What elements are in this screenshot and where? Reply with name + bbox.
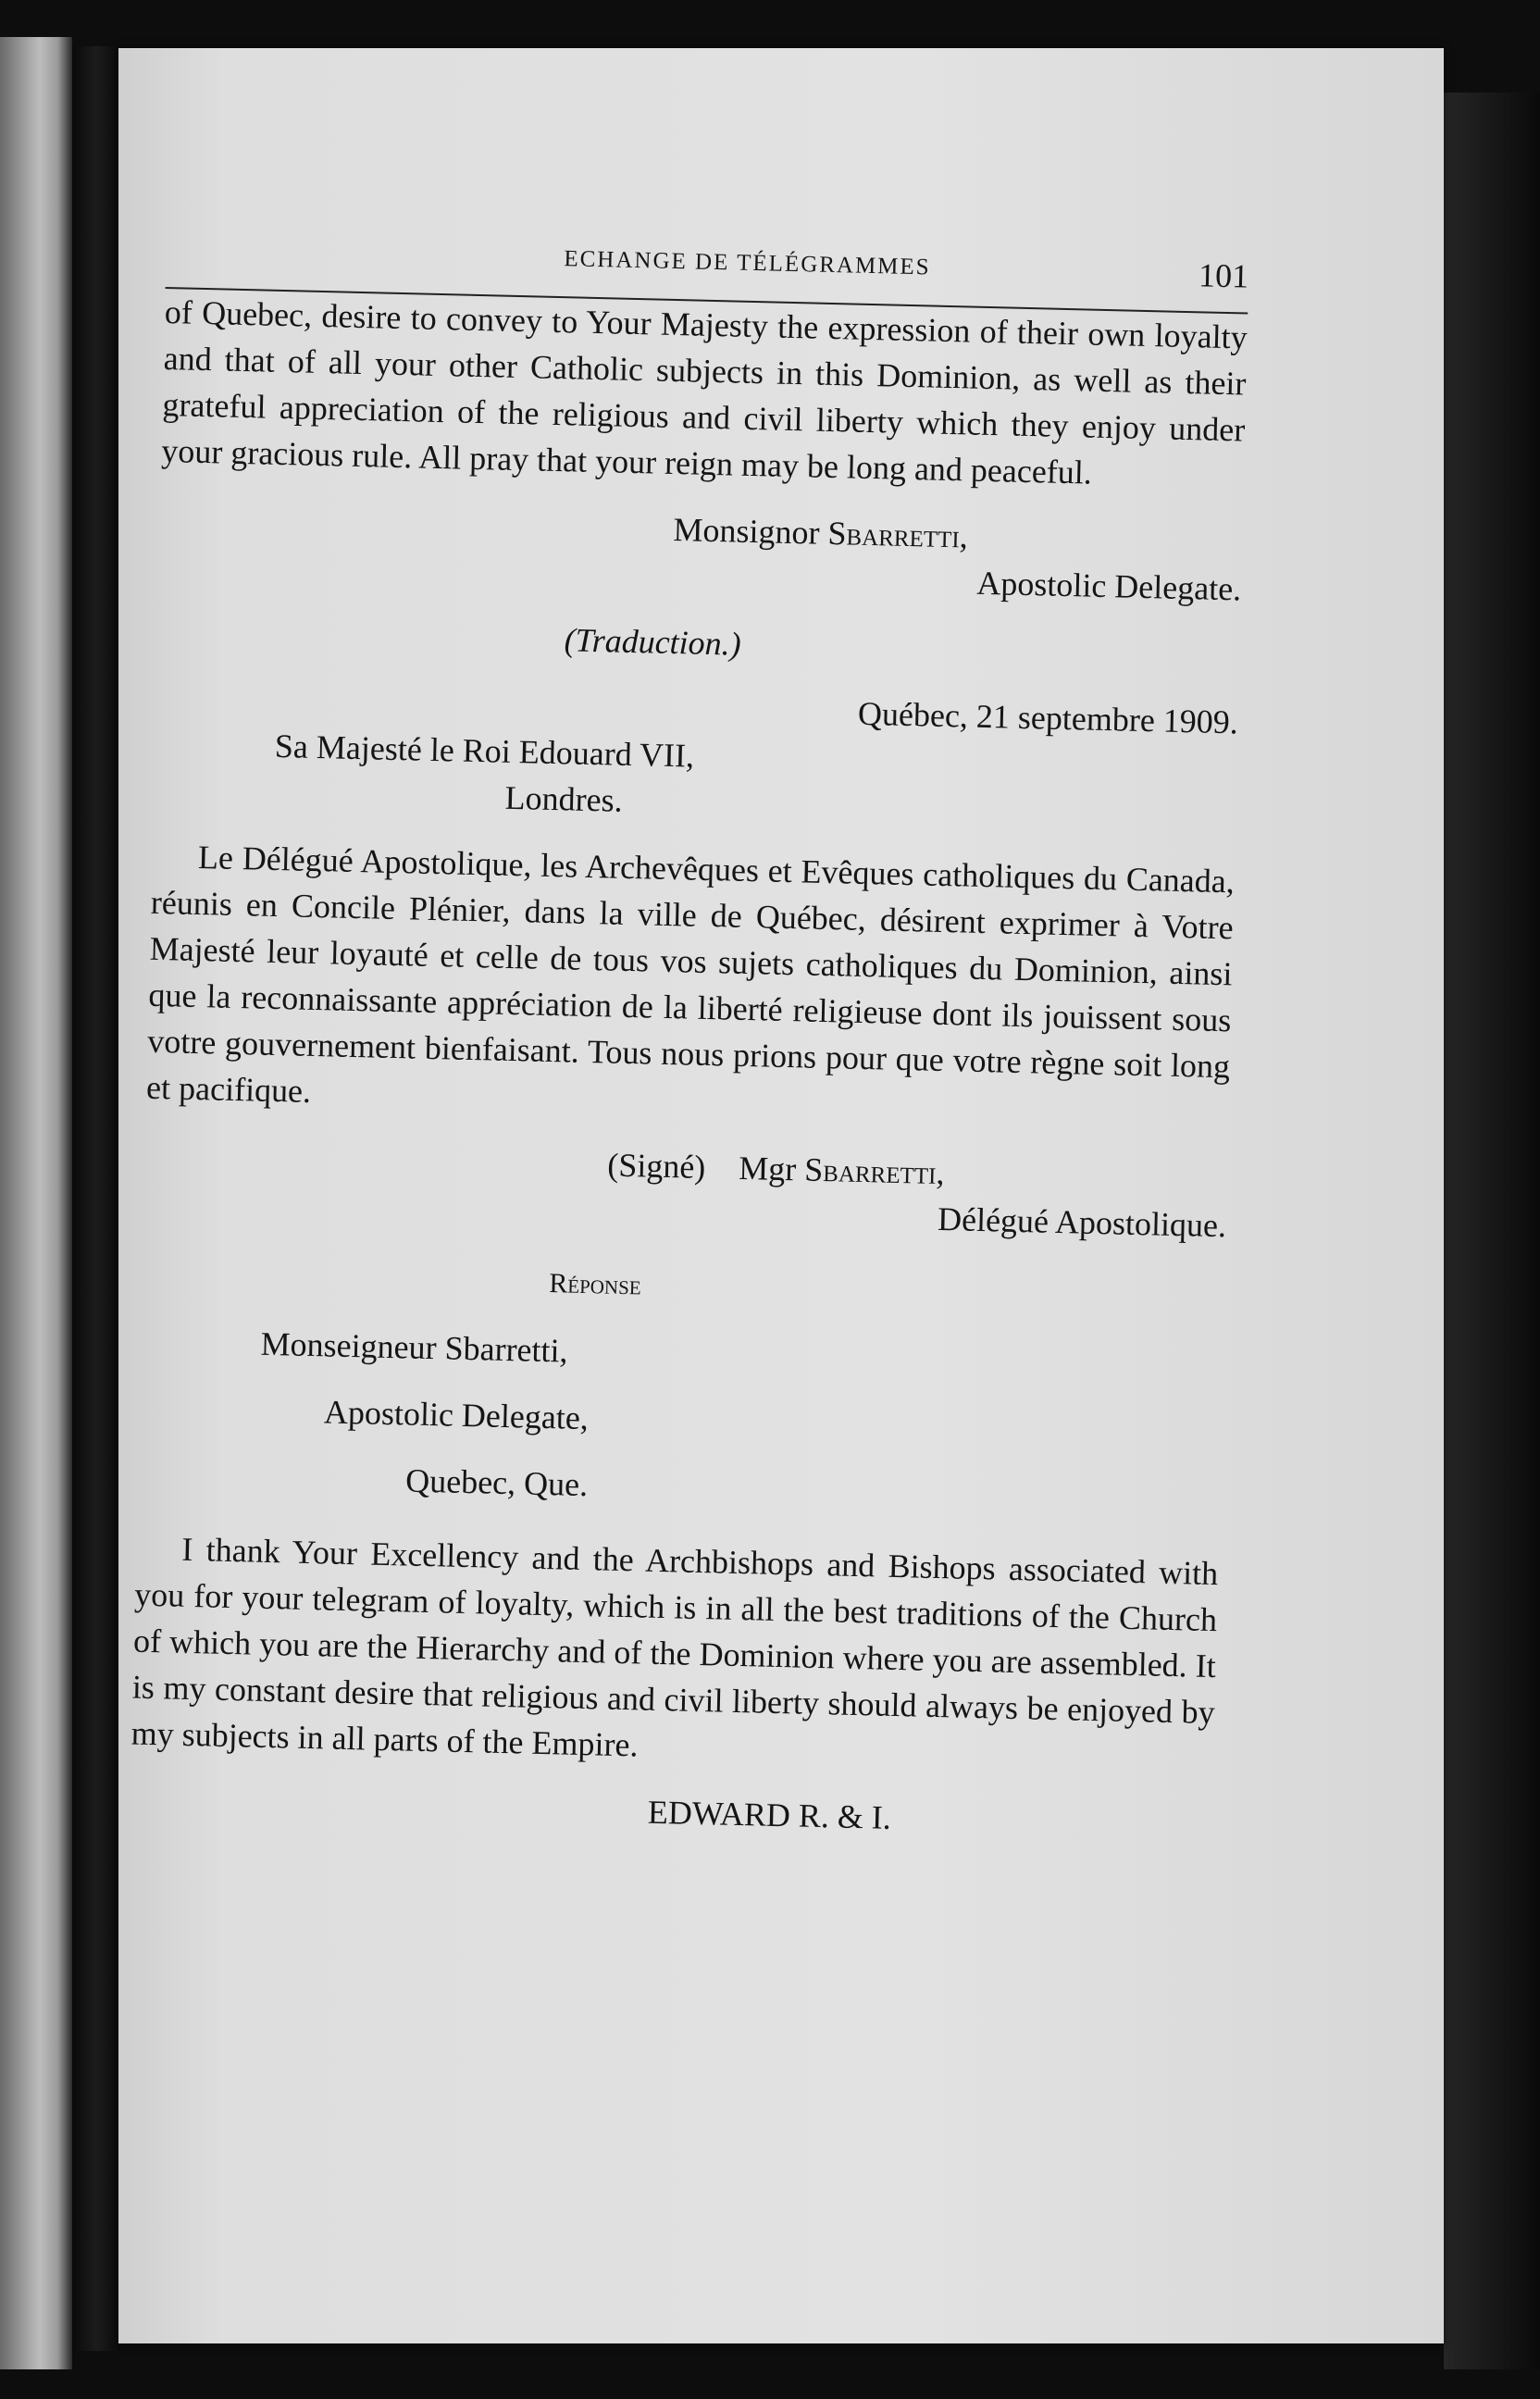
english-telegram-body: of Quebec, desire to convey to Your Majesty the expression of their own loyalty and that of all your other Catholic subjects in this Dominion, as well as their grateful appreciation of the religious and civil liberty which they enjoy under your gracious rule. All pray that your reign may be long and peaceful. xyxy=(160,292,1248,491)
running-head: ECHANGE DE TÉLÉGRAMMES xyxy=(564,246,931,280)
translation-place-date: Québec, 21 septembre 1909. xyxy=(857,694,1239,741)
book-spine xyxy=(72,46,120,2351)
text-block xyxy=(129,231,1248,1848)
reply-signature: EDWARD R. & I. xyxy=(647,1793,892,1836)
english-signature-name: Sbarretti, xyxy=(827,514,969,555)
translation-label: (Traduction.) xyxy=(564,621,742,663)
translation-signature-title: Délégué Apostolique. xyxy=(937,1200,1227,1245)
reply-address-line-3: Quebec, Que. xyxy=(404,1461,589,1504)
translation-signature-name: Sbarretti, xyxy=(803,1150,945,1192)
signed-label: (Signé) xyxy=(606,1146,706,1186)
reply-address-line-1: Monseigneur Sbarretti, xyxy=(260,1324,569,1370)
translation-body: Le Délégué Apostolique, les Archevêques et Evêques catholiques du Canada, réunis en Concile Plénier, dans la ville de Québec, désirent exprimer à Votre Majesté leur loyauté et celle de tous vos sujets catholiques du Dominion, ainsi que la reconnaissante appréciation de la liberté religieuse dont ils jouissent sous votre gouvernement bienfaisant. Tous nous prions pour que votre règne soit long et pacifique. xyxy=(145,838,1236,1110)
english-signature-title: Apostolic Delegate. xyxy=(975,564,1242,608)
facing-page-edge xyxy=(0,37,72,2369)
translation-addressee: Sa Majesté le Roi Edouard VII, xyxy=(274,727,695,775)
translation-signature-prefix: Mgr xyxy=(738,1149,797,1188)
page-number: 101 xyxy=(1198,256,1249,295)
translation-addressee-city: Londres. xyxy=(504,778,624,819)
right-edge-shadow xyxy=(1444,93,1540,2369)
reply-address-line-2: Apostolic Delegate, xyxy=(323,1393,590,1437)
reply-heading: Réponse xyxy=(548,1268,642,1301)
reply-body: I thank Your Excellency and the Archbishops and Bishops associated with you for your telegram of loyalty, which is in all the best traditions of the Church of which you are the Hierarchy and of the Dominion where you are assembled. It is my constant desire that religious and civil liberty should always be enjoyed by my subjects in all parts of the Empire. xyxy=(130,1530,1219,1764)
english-signature-prefix: Monsignor xyxy=(673,510,821,552)
